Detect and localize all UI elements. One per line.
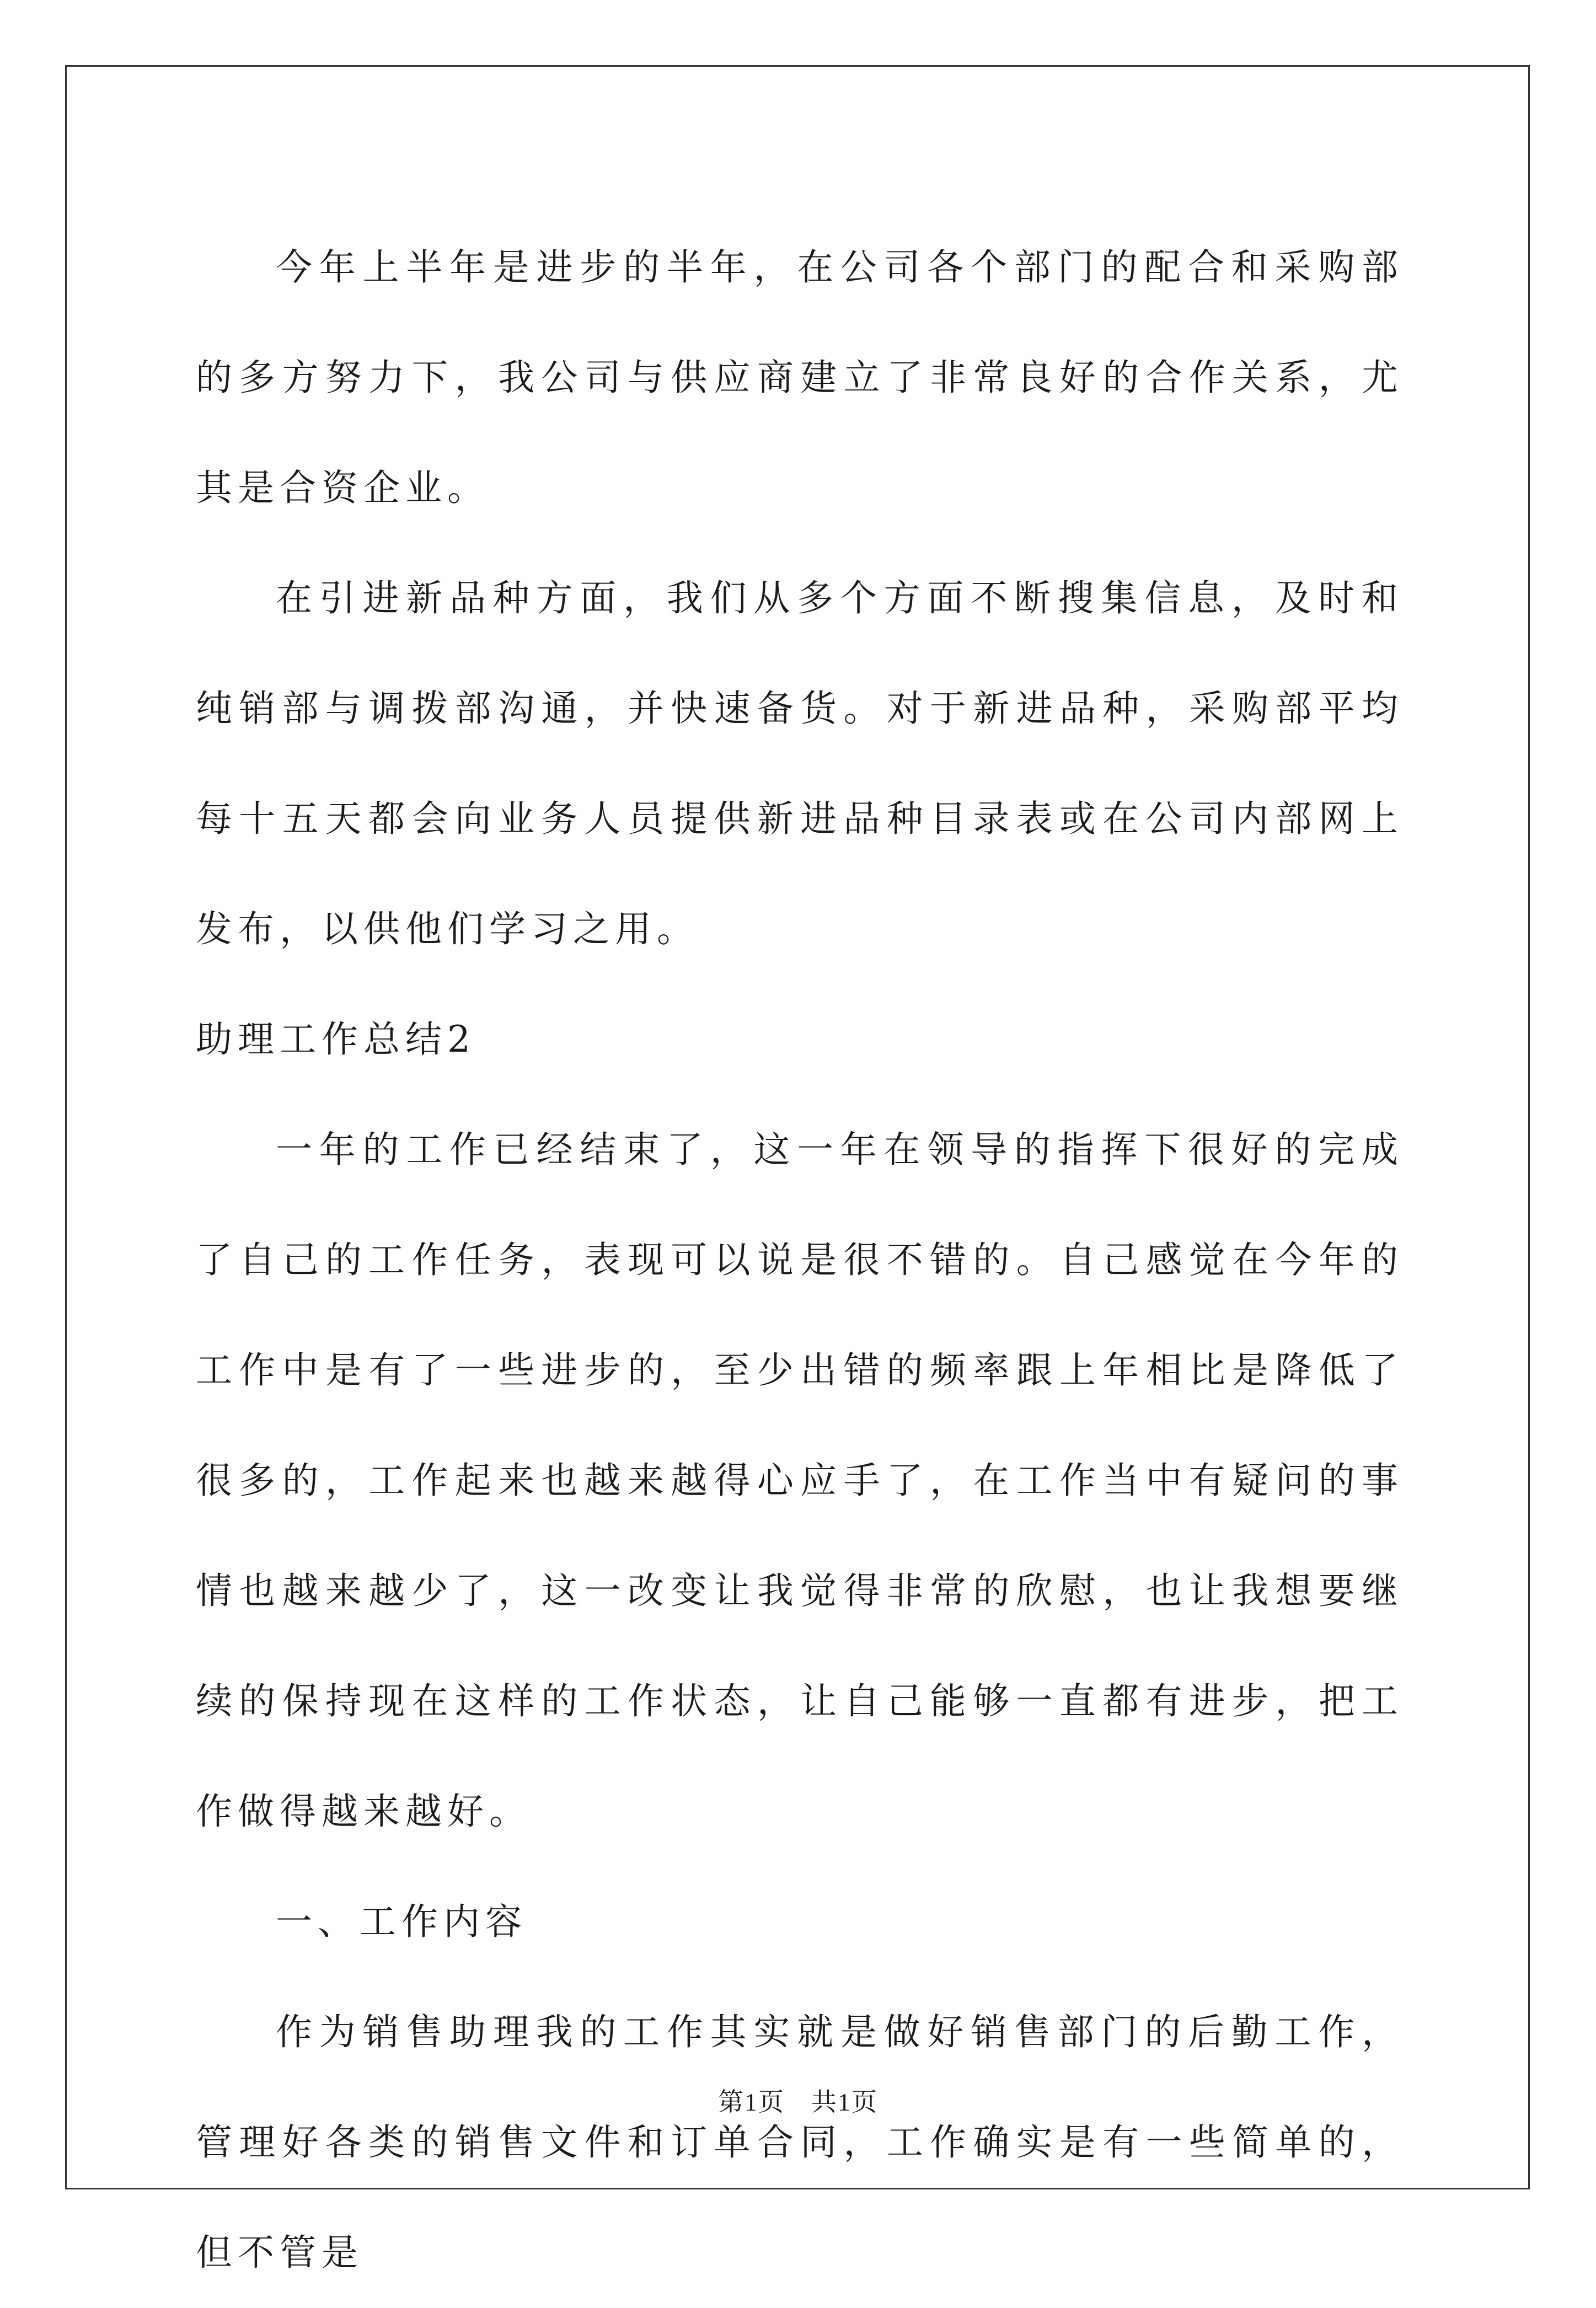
- paragraph-1: 今年上半年是进步的半年，在公司各个部门的配合和采购部的多方努力下，我公司与供应商建立了非常良好的合作关系，尤其是合资企业。: [196, 246, 1404, 509]
- paragraph-3: 一年的工作已经结束了，这一年在领导的指挥下很好的完成了自己的工作任务，表现可以说是很不错的。自己感觉在今年的工作中是有了一些进步的，至少出错的频率跟上年相比是降低了很多的，工作起来也越来越得心应手了，在工作当中有疑问的事情也越来越少了，这一改变让我觉得非常的欣慰，也让我想要继续的保持现在这样的工作状态，让自己能够一直都有进步，把工作做得越来越好。: [196, 1128, 1404, 1833]
- page-number: 第1页 共1页: [718, 2088, 878, 2116]
- paragraph-2: 在引进新品种方面，我们从多个方面不断搜集信息，及时和纯销部与调拨部沟通，并快速备货。对于新进品种，采购部平均每十五天都会向业务人员提供新进品种目录表或在公司内部网上发布，以供他们学习之用。: [196, 577, 1404, 950]
- subsection-heading: 一、工作内容: [276, 1900, 527, 1943]
- section-heading: 助理工作总结2: [196, 1018, 476, 1061]
- paragraph-4: 作为销售助理我的工作其实就是做好销售部门的后勤工作，管理好各类的销售文件和订单合同，工作确实是有一些简单的，但不管是: [196, 2011, 1404, 2274]
- document-body: [196, 212, 1404, 2308]
